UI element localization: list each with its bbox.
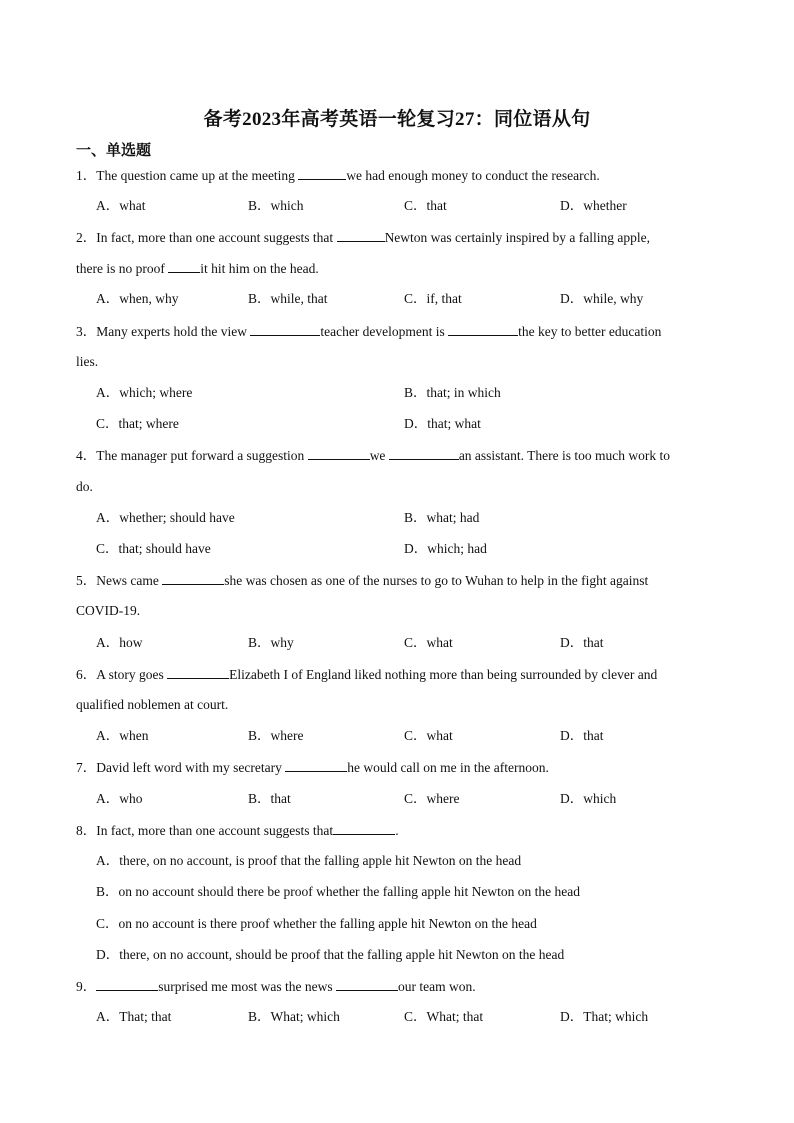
q4-option-a[interactable]: A．whether; should have	[96, 510, 235, 525]
page-title: 备考2023年高考英语一轮复习27：同位语从句	[203, 109, 591, 130]
answer-blank	[333, 821, 395, 835]
answer-blank	[96, 977, 158, 991]
q7-option-d[interactable]: D．which	[560, 791, 617, 806]
q1-option-a[interactable]: A．what	[96, 198, 146, 213]
q1-option-b[interactable]: B．which	[248, 198, 304, 213]
question-3-continued: lies.	[76, 354, 99, 369]
q3-option-d[interactable]: D．that; what	[404, 416, 481, 431]
question-4: 4．The manager put forward a suggestion we an assistant. There is too much work to	[76, 448, 671, 463]
answer-blank	[337, 228, 385, 242]
answer-blank	[389, 446, 459, 460]
q3-option-b[interactable]: B．that; in which	[404, 385, 501, 400]
q6-option-a[interactable]: A．when	[96, 728, 149, 743]
question-8: 8．In fact, more than one account suggests that .	[76, 823, 399, 838]
question-4-continued: do.	[76, 479, 93, 494]
q9-option-d[interactable]: D．That; which	[560, 1009, 649, 1024]
question-6-continued: qualified noblemen at court.	[76, 697, 229, 712]
question-5: 5．News came she was chosen as one of the nurses to go to Wuhan to help in the fight against	[76, 573, 649, 588]
q8-option-c[interactable]: C．on no account is there proof whether the falling apple hit Newton on the head	[96, 916, 537, 931]
answer-blank	[162, 571, 224, 585]
question-2-continued: there is no proof it hit him on the head.	[76, 261, 319, 276]
q6-option-b[interactable]: B．where	[248, 728, 304, 743]
q4-option-c[interactable]: C．that; should have	[96, 541, 211, 556]
q2-option-a[interactable]: A．when, why	[96, 291, 179, 306]
question-3: 3．Many experts hold the view teacher development is the key to better education	[76, 324, 662, 339]
question-9: 9． surprised me most was the news our team won.	[76, 979, 476, 994]
q9-option-b[interactable]: B．What; which	[248, 1009, 340, 1024]
question-2: 2．In fact, more than one account suggests that Newton was certainly inspired by a falling apple,	[76, 230, 650, 245]
question-1: 1．The question came up at the meeting we had enough money to conduct the research.	[76, 168, 600, 183]
question-7: 7．David left word with my secretary he would call on me in the afternoon.	[76, 760, 549, 775]
q5-option-d[interactable]: D．that	[560, 635, 604, 650]
q7-option-a[interactable]: A．who	[96, 791, 143, 806]
q4-option-d[interactable]: D．which; had	[404, 541, 487, 556]
q2-option-c[interactable]: C．if, that	[404, 291, 462, 306]
answer-blank	[285, 758, 347, 772]
q7-option-b[interactable]: B．that	[248, 791, 291, 806]
answer-blank	[250, 322, 320, 336]
q9-option-a[interactable]: A．That; that	[96, 1009, 172, 1024]
q3-option-c[interactable]: C．that; where	[96, 416, 179, 431]
q2-option-d[interactable]: D．while, why	[560, 291, 644, 306]
answer-blank	[298, 166, 346, 180]
q5-option-c[interactable]: C．what	[404, 635, 453, 650]
q3-option-a[interactable]: A．which; where	[96, 385, 193, 400]
answer-blank	[448, 322, 518, 336]
q8-option-b[interactable]: B．on no account should there be proof whether the falling apple hit Newton on the head	[96, 884, 580, 899]
answer-blank	[167, 665, 229, 679]
q6-option-c[interactable]: C．what	[404, 728, 453, 743]
q6-option-d[interactable]: D．that	[560, 728, 604, 743]
q4-option-b[interactable]: B．what; had	[404, 510, 480, 525]
q7-option-c[interactable]: C．where	[404, 791, 460, 806]
question-6: 6．A story goes Elizabeth I of England liked nothing more than being surrounded by clever and	[76, 667, 658, 682]
answer-blank	[308, 446, 370, 460]
section-heading: 一、单选题	[76, 143, 152, 159]
q1-option-d[interactable]: D．whether	[560, 198, 627, 213]
q5-option-a[interactable]: A．how	[96, 635, 143, 650]
q5-option-b[interactable]: B．why	[248, 635, 294, 650]
q8-option-a[interactable]: A．there, on no account, is proof that the falling apple hit Newton on the head	[96, 853, 522, 868]
q8-option-d[interactable]: D．there, on no account, should be proof that the falling apple hit Newton on the head	[96, 947, 565, 962]
answer-blank	[336, 977, 398, 991]
question-5-continued: COVID-19.	[76, 603, 141, 618]
q1-option-c[interactable]: C．that	[404, 198, 447, 213]
answer-blank	[168, 259, 200, 273]
q2-option-b[interactable]: B．while, that	[248, 291, 328, 306]
q9-option-c[interactable]: C．What; that	[404, 1009, 484, 1024]
